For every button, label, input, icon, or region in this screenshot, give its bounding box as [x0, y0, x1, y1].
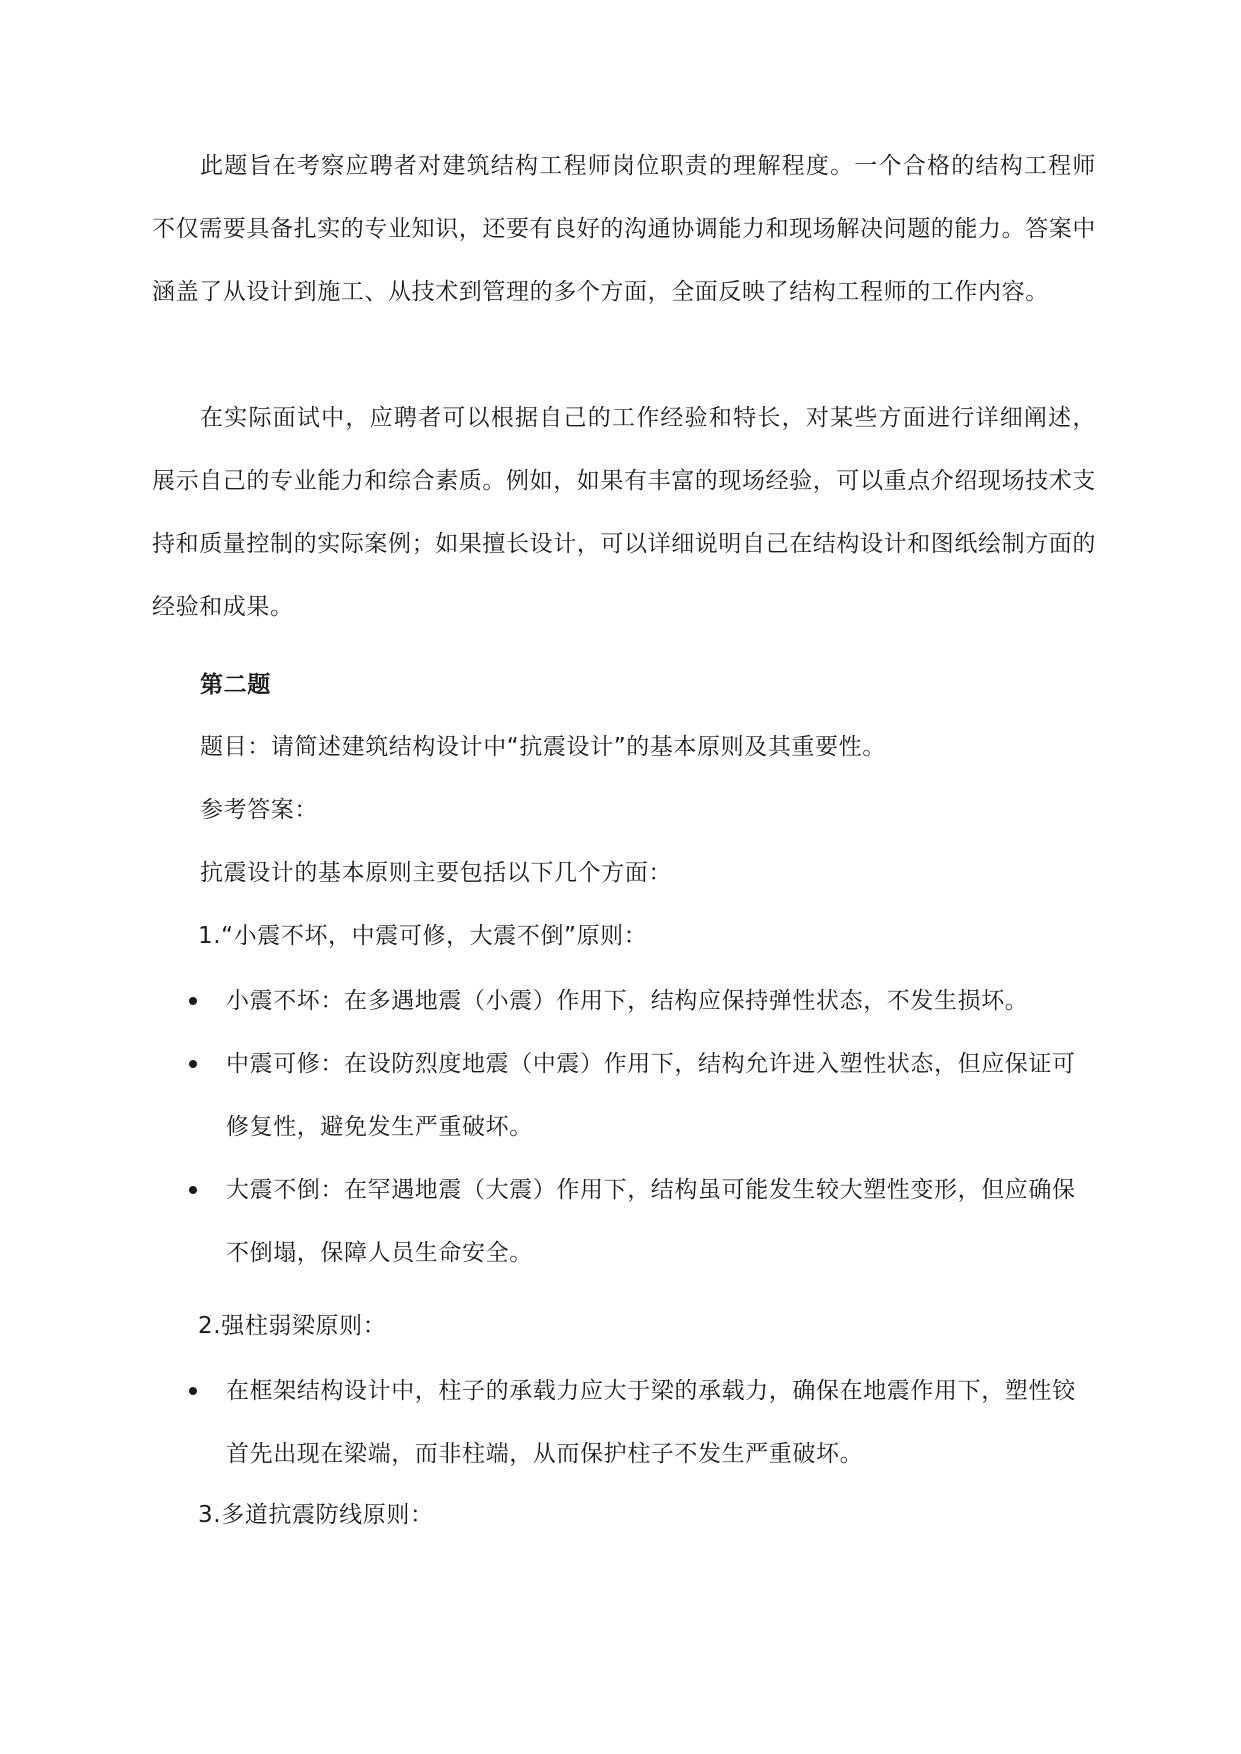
- reference-answer-label: 参考答案：: [200, 797, 318, 823]
- paragraph-analysis: 此题旨在考察应聘者对建筑结构工程师岗位职责的理解程度。一个合格的结构工程师不仅需要具备扎实的专业知识，还要有良好的沟通协调能力和现场解决问题的能力。答案中涵盖了从设计到施工、从技术到管理的多个方面，全面反映了结构工程师的工作内容。: [152, 153, 1096, 305]
- list-item-text: 小震不坏：在多遇地震（小震）作用下，结构应保持弹性状态，不发生损坏。: [226, 988, 1029, 1014]
- list-item: [226, 1033, 1096, 1159]
- list-item-text: 在框架结构设计中，柱子的承载力应大于梁的承载力，确保在地震作用下，塑性铰首先出现在梁端，而非柱端，从而保护柱子不发生严重破坏。: [226, 1378, 1076, 1467]
- principle-3-title: 3.多道抗震防线原则：: [198, 1502, 434, 1528]
- answer-intro: 抗震设计的基本原则主要包括以下几个方面：: [200, 860, 672, 886]
- principle-1-title: 1.“小震不坏，中震可修，大震不倒”原则：: [198, 923, 648, 949]
- principle-2-title: 2.强柱弱梁原则：: [198, 1313, 387, 1339]
- list-item: [226, 1360, 1096, 1486]
- list-item-text: 大震不倒：在罕遇地震（大震）作用下，结构虽可能发生较大塑性变形，但应确保不倒塌，保障人员生命安全。: [226, 1177, 1076, 1266]
- section-heading: 第二题: [200, 672, 271, 698]
- list-item: [226, 1159, 1096, 1285]
- question-text: 题目：请简述建筑结构设计中“抗震设计”的基本原则及其重要性。: [200, 734, 886, 760]
- list-item-text: 中震可修：在设防烈度地震（中震）作用下，结构允许进入塑性状态，但应保证可修复性，避免发生严重破坏。: [226, 1051, 1076, 1140]
- bullet-icon: [189, 997, 197, 1005]
- bullet-icon: [189, 1186, 197, 1194]
- bullet-icon: [189, 1060, 197, 1068]
- bullet-icon: [189, 1387, 197, 1395]
- list-item: [226, 970, 1096, 1033]
- paragraph-interview-advice: 在实际面试中，应聘者可以根据自己的工作经验和特长，对某些方面进行详细阐述，展示自己的专业能力和综合素质。例如，如果有丰富的现场经验，可以重点介绍现场技术支持和质量控制的实际案例；如果擅长设计，可以详细说明自己在结构设计和图纸绘制方面的经验和成果。: [152, 405, 1096, 620]
